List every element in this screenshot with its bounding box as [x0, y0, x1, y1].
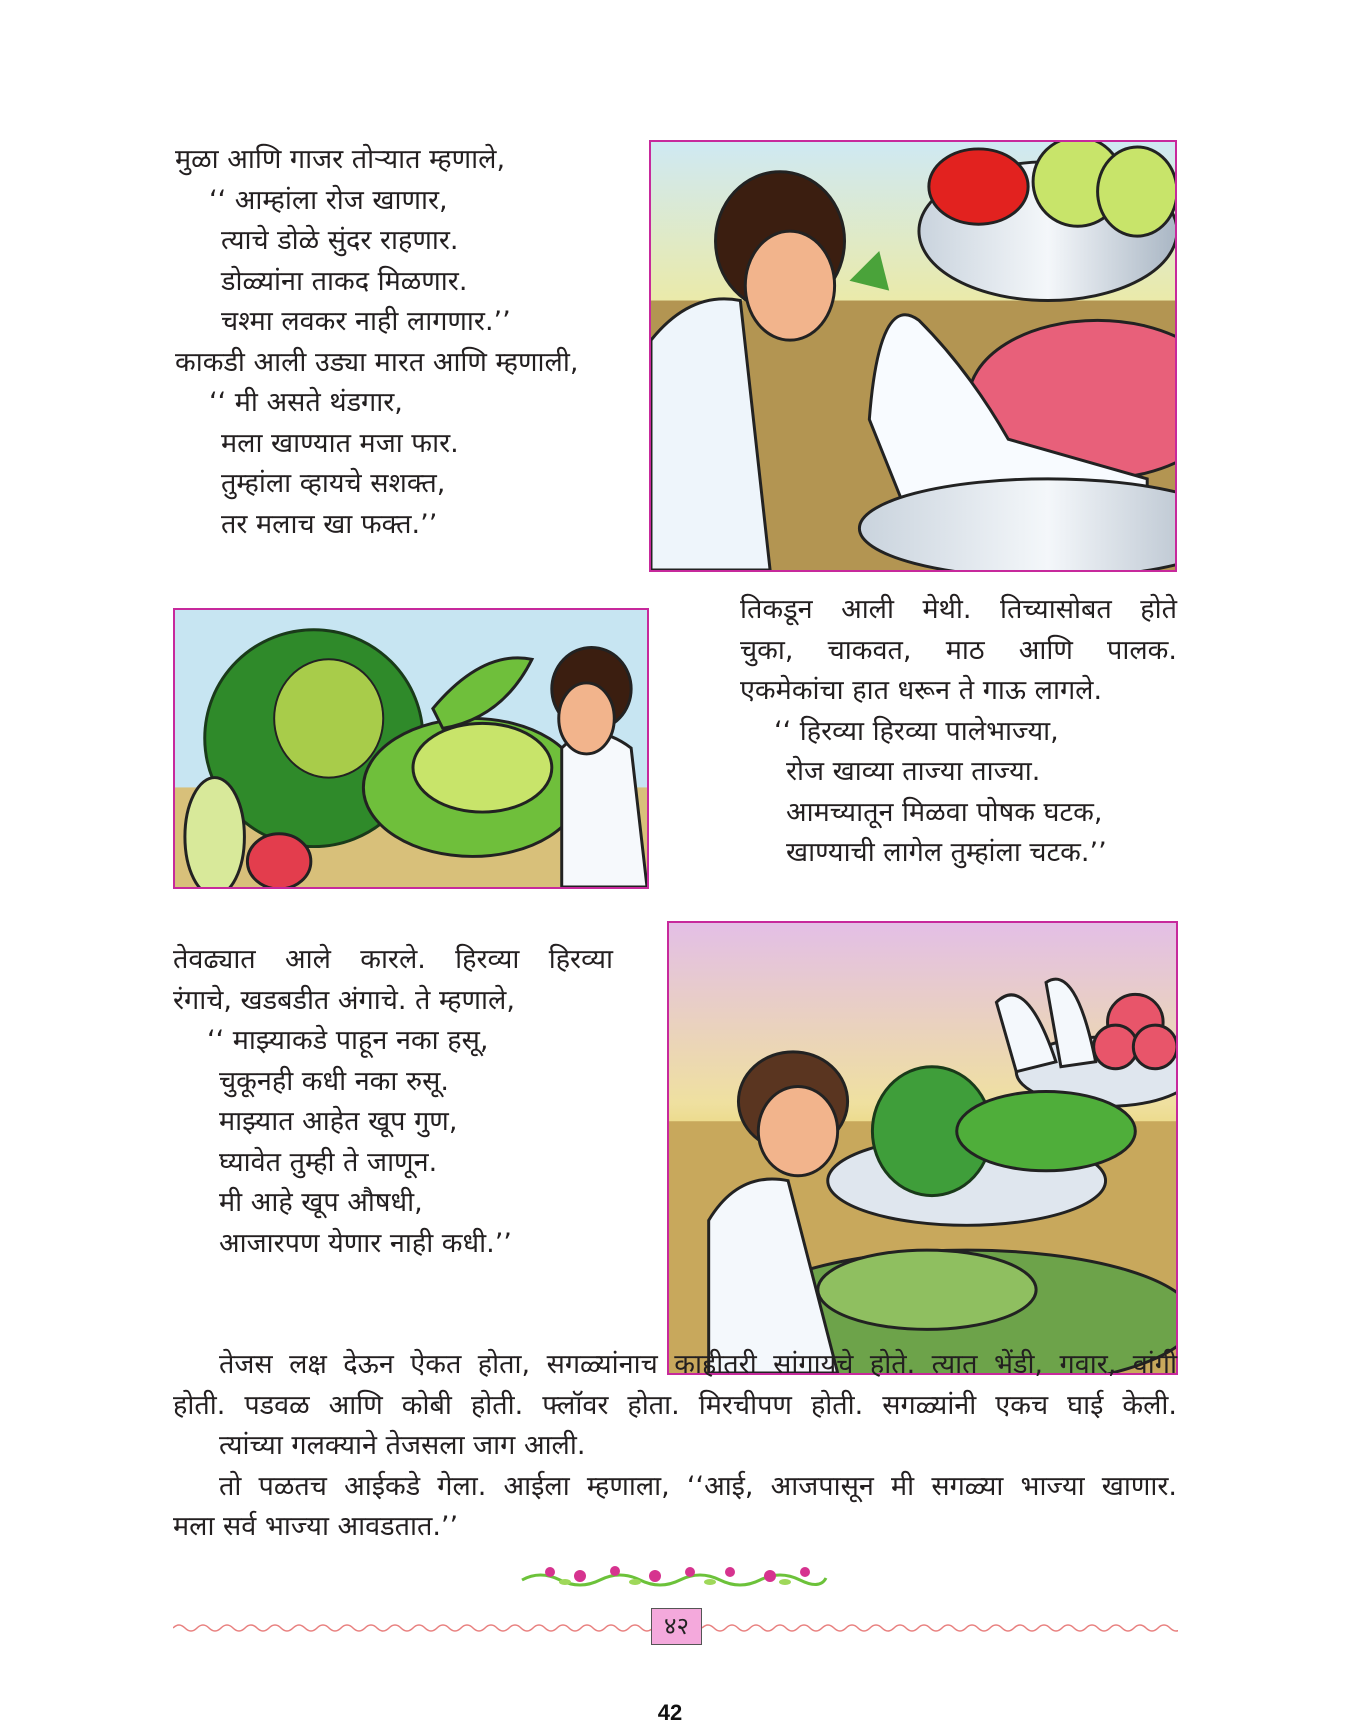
boy-with-radish-carrot-illustration	[649, 140, 1177, 572]
text-line: ‘‘ हिरव्या हिरव्या पालेभाज्या,	[774, 715, 1059, 747]
poem-radish-carrot-cucumber	[175, 140, 635, 545]
text-line: तुम्हांला व्हायचे सशक्त,	[221, 468, 446, 499]
wavy-divider-right	[702, 1618, 1178, 1638]
illustration-image	[669, 923, 1176, 1373]
text-line: तेजस लक्ष देऊन ऐकत होता, सगळ्यांनाच काहीतरी सांगायचे होते. त्यात भेंडी, गवार, वांगी	[219, 1349, 1177, 1380]
text-line: ‘‘ मी असते थंडगार,	[209, 387, 403, 418]
text-line: डोळ्यांना ताकद मिळणार.	[221, 265, 468, 297]
text-line: मी आहे खूप औषधी,	[219, 1187, 423, 1218]
leafy-greens-illustration	[173, 608, 649, 889]
marathi-page-number: ४२	[651, 1608, 702, 1645]
text-line: काकडी आली उड्या मारत आणि म्हणाली,	[175, 346, 579, 378]
text-line: मला खाण्यात मजा फार.	[221, 427, 459, 459]
text-line: चुका, चाकवत, माठ आणि पालक.	[740, 634, 1177, 666]
text-line: आमच्यातून मिळवा पोषक घटक,	[786, 796, 1103, 828]
text-line: रोज खाव्या ताज्या ताज्या.	[786, 756, 1041, 787]
text-line: तो पळतच आईकडे गेला. आईला म्हणाला, ‘‘आई, आजपासून मी सगळ्या भाज्या खाणार.	[219, 1470, 1177, 1502]
poem-leafy-greens	[740, 590, 1177, 874]
story-conclusion	[173, 1345, 1177, 1548]
text-line: ‘‘ आम्हांला रोज खाणार,	[209, 184, 448, 216]
text-line: माझ्यात आहेत खूप गुण,	[219, 1106, 458, 1137]
bitter-gourd-illustration	[667, 921, 1178, 1375]
illustration-image	[651, 142, 1175, 570]
text-line: ‘‘ माझ्याकडे पाहून नका हसू,	[207, 1025, 489, 1056]
text-line: मला सर्व भाज्या आवडतात.’’	[173, 1511, 459, 1542]
text-line: खाण्याची लागेल तुम्हांला चटक.’’	[786, 837, 1107, 868]
text-line: मुळा आणि गाजर तोऱ्यात म्हणाले,	[175, 144, 506, 175]
text-line: आजारपण येणार नाही कधी.’’	[219, 1227, 512, 1259]
page-number: 42	[657, 1700, 683, 1725]
text-line: तेवढ्यात आले कारले. हिरव्या हिरव्या	[173, 944, 613, 975]
wavy-divider-left	[173, 1618, 651, 1638]
text-line: होती. पडवळ आणि कोबी होती. फ्लॉवर होता. मिरचीपण होती. सगळ्यांनी एकच घाई केली.	[173, 1389, 1177, 1421]
text-line: घ्यावेत तुम्ही ते जाणून.	[219, 1146, 438, 1178]
text-line: चश्मा लवकर नाही लागणार.’’	[221, 306, 511, 337]
text-line: एकमेकांचा हात धरून ते गाऊ लागले.	[740, 675, 1103, 706]
flower-vine-ornament	[520, 1562, 828, 1588]
text-line: त्याचे डोळे सुंदर राहणार.	[221, 225, 459, 256]
illustration-image	[175, 610, 647, 887]
text-line: तिकडून आली मेथी. तिच्यासोबत होते	[740, 594, 1177, 625]
text-line: तर मलाच खा फक्त.’’	[221, 508, 438, 540]
text-line: चुकूनही कधी नका रुसू.	[219, 1065, 449, 1097]
text-line: त्यांच्या गलक्याने तेजसला जाग आली.	[219, 1430, 586, 1461]
poem-bitter-gourd	[173, 940, 613, 1264]
text-line: रंगाचे, खडबडीत अंगाचे. ते म्हणाले,	[173, 984, 515, 1016]
